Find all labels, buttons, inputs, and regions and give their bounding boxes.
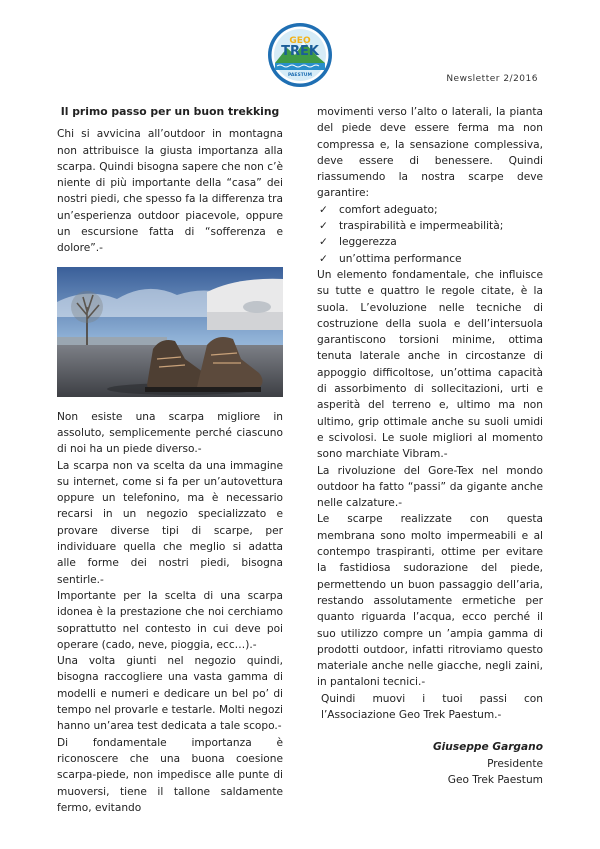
signature bbox=[317, 739, 543, 788]
logo-text-paestum: PAESTUM bbox=[288, 73, 312, 78]
signature-name: Giuseppe Gargano bbox=[432, 741, 543, 754]
newsletter-issue: Newsletter 2/2016 bbox=[446, 74, 538, 84]
checkmark-icon: ✓ bbox=[319, 236, 328, 249]
list-item: ✓ un’ottima performance bbox=[317, 251, 543, 267]
list-item: ✓ traspirabilità e impermeabilità; bbox=[317, 218, 543, 234]
paragraph: Chi si avvicina all’outdoor in montagna non attribuisce la giusta importanza alla scarpa. Quindi bisogna sapere che non c’è niente di più importante della “casa” dei nostri piedi, che spesso fa la differenza tra un’esperienza outdoor piacevole, oppure un escursione fatta di “sofferenza e dolore”.- bbox=[57, 128, 283, 255]
paragraph: Di fondamentale importanza è riconoscere che una buona coesione scarpa-piede, non impedisce alle punte di muoversi, tiene il tallone saldamente fermo, evitando bbox=[57, 736, 283, 814]
geo-trek-logo bbox=[267, 22, 333, 88]
checkmark-icon: ✓ bbox=[319, 220, 328, 233]
checkmark-icon: ✓ bbox=[319, 252, 328, 265]
list-item: ✓ leggerezza bbox=[317, 234, 543, 250]
logo-text-trek: TREK bbox=[281, 44, 319, 59]
article-title: Il primo passo per un buon trekking bbox=[60, 105, 280, 118]
logo-text-geo: GEO bbox=[289, 36, 311, 46]
paragraph: Un elemento fondamentale, che influisce su tutte e quattro le regole citate, è la suola. L’evoluzione nelle tecniche di costruzione della suola e dell’intersuola garantiscono torsioni minime, ottima tenuta laterale anche in circostanze di appoggio difficoltose, un’ottima capacità di assorbimento di sollecitazioni, urti e asperità del terreno e, ultimo ma non ultimo, grip ottimale anche su suoli umidi e scivolosi. Le suole migliori al momento sono marchiate Vibram.- bbox=[317, 268, 543, 461]
paragraph: Importante per la scelta di una scarpa idonea è la prestazione che noi cerchiamo soprattutto nel contesto in cui deve poi operare (cado, neve, pioggia, ecc…).- bbox=[57, 589, 283, 651]
signature-role: Presidente bbox=[487, 757, 543, 770]
paragraph: Una volta giunti nel negozio quindi, bisogna raccogliere una vasta gamma di modelli e numeri e dedicare un bel po’ di tempo nel provarle e testarle. Molti negozi hanno un’area test dedicata a tale scopo.- bbox=[57, 655, 283, 733]
paragraph: Non esiste una scarpa migliore in assoluto, semplicemente perché ciascuno di noi ha un piede diverso.- bbox=[57, 410, 283, 456]
paragraph: movimenti verso l’alto o laterali, la pianta del piede deve essere ferma ma non compressa e, la sensazione complessiva, deve essere di benessere. Quindi riassumendo la nostra scarpe deve garantire: bbox=[317, 106, 543, 200]
hiking-boots-photo bbox=[57, 267, 283, 397]
requirements-list bbox=[317, 202, 543, 267]
paragraph: Le scarpe realizzate con questa membrana sono molto impermeabili e al contempo traspiranti, ottime per evitare la fastidiosa sudorazione del piede, permettendo un buon passaggio dell’aria, restando assolutamente ermetiche per quanto riguarda l’acqua, ecco perché il suo utilizzo compre un ’ampia gamma di prodotti outdoor, infatti ritroviamo questo materiale anche nelle giacche, negli zaini, in pantaloni tecnici.- bbox=[317, 513, 543, 689]
left-column bbox=[57, 104, 283, 816]
right-column bbox=[317, 104, 543, 788]
checkmark-icon: ✓ bbox=[319, 203, 328, 216]
signature-org: Geo Trek Paestum bbox=[447, 773, 543, 786]
paragraph: La rivoluzione del Gore-Tex nel mondo outdoor ha fatto “passi” da gigante anche nelle calzature.- bbox=[317, 464, 543, 510]
list-item: ✓ comfort adeguato; bbox=[317, 202, 543, 218]
closing-paragraph: Quindi muovi i tuoi passi con l’Associazione Geo Trek Paestum.- bbox=[321, 692, 543, 721]
paragraph: La scarpa non va scelta da una immagine su internet, come si fa per un’autovettura oppure un telefonino, ma è necessario recarsi in un negozio specializzato e provare diverse tipi di scarpe, per individuare quella che meglio si adatta alle forme dei nostri piedi, bisogna sentirle.- bbox=[57, 459, 283, 586]
